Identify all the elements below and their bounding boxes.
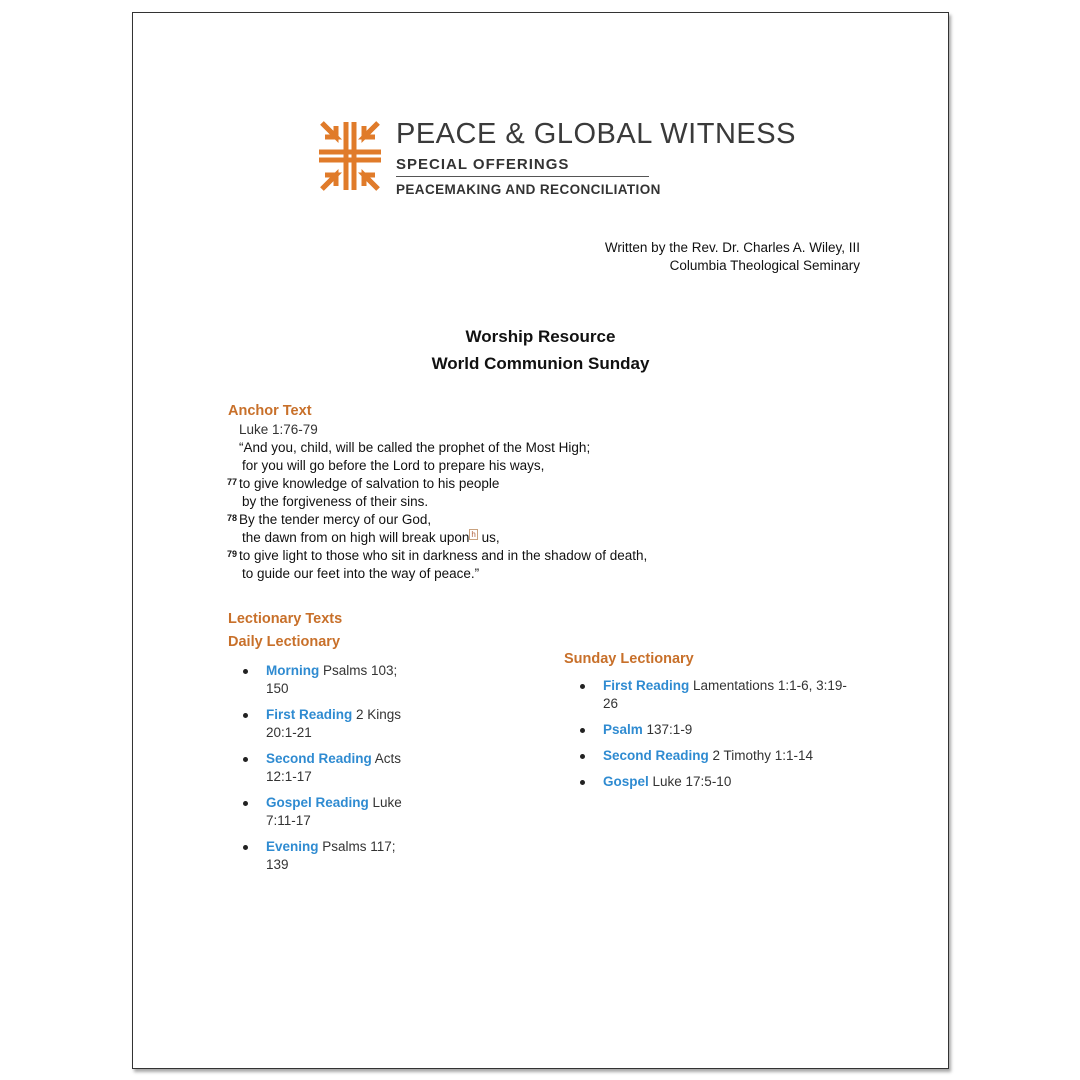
lectionary-texts-heading: Lectionary Texts [228, 611, 343, 627]
logo-title: PEACE & GLOBAL WITNESS [396, 118, 796, 150]
affiliation-line: Columbia Theological Seminary [669, 258, 860, 273]
verse-line: By the tender mercy of our God, [239, 512, 432, 527]
reading-reference: 2 Kings [352, 707, 402, 722]
document-subtitle: World Communion Sunday [431, 354, 650, 373]
scripture-reference: Luke 1:76-79 [239, 422, 318, 437]
list-item [229, 794, 419, 830]
reading-reference: Luke [368, 795, 402, 810]
anchor-text-heading: Anchor Text [228, 403, 312, 419]
reading-reference: Luke 17:5-10 [648, 774, 732, 789]
verse-line: us, [481, 530, 500, 545]
logo-subtitle-2: PEACEMAKING AND RECONCILIATION [396, 182, 661, 197]
sunday-lectionary-list [566, 677, 856, 799]
reading-reference-cont: 12:1-17 [266, 769, 312, 784]
reading-label: Second Reading [603, 748, 709, 763]
document-title: Worship Resource [465, 327, 616, 346]
logo-divider [396, 176, 649, 177]
peace-global-witness-logo [319, 118, 796, 203]
document-page [132, 12, 949, 1069]
reading-reference: Psalms 103; [319, 663, 398, 678]
verse-number: 77 [227, 477, 238, 487]
verse-line: to give knowledge of salvation to his people [239, 476, 500, 491]
reading-label: Second Reading [266, 751, 372, 766]
verse-line: for you will go before the Lord to prepare his ways, [242, 458, 545, 473]
reading-reference-cont: 150 [266, 681, 289, 696]
reading-label: Psalm [603, 722, 643, 737]
anchor-scripture [227, 421, 648, 583]
list-item [229, 706, 419, 742]
sunday-lectionary-heading: Sunday Lectionary [564, 651, 694, 667]
author-line: Written by the Rev. Dr. Charles A. Wiley, III [604, 240, 860, 255]
reading-label: First Reading [266, 707, 353, 722]
verse-number: 79 [227, 549, 238, 559]
list-item [566, 721, 856, 739]
reading-label: Gospel [603, 774, 649, 789]
reading-reference-cont: 7:11-17 [266, 813, 311, 828]
reading-label: Evening [266, 839, 319, 854]
list-item [566, 773, 856, 791]
list-item [229, 750, 419, 786]
verse-line: by the forgiveness of their sins. [242, 494, 429, 509]
verse-line: “And you, child, will be called the prophet of the Most High; [239, 440, 591, 455]
daily-lectionary-heading: Daily Lectionary [228, 634, 341, 650]
list-item [229, 662, 419, 698]
presbyterian-cross-icon [319, 120, 381, 192]
reading-label: First Reading [603, 678, 690, 693]
verse-line: the dawn from on high will break upon [242, 530, 470, 545]
verse-line: to guide our feet into the way of peace.” [242, 566, 480, 581]
reading-reference-cont: 26 [603, 696, 619, 711]
verse-number: 78 [227, 513, 238, 523]
reading-reference: Psalms 117; [318, 839, 396, 854]
reading-label: Gospel Reading [266, 795, 369, 810]
reading-label: Morning [266, 663, 320, 678]
footnote-link[interactable]: h [471, 529, 476, 539]
reading-reference-cont: 20:1-21 [266, 725, 312, 740]
list-item [566, 677, 856, 713]
logo-subtitle: SPECIAL OFFERINGS [396, 156, 570, 173]
list-item [229, 838, 419, 874]
list-item [566, 747, 856, 765]
reading-reference: Acts [371, 751, 402, 766]
byline [605, 239, 860, 275]
daily-lectionary-list [229, 662, 419, 882]
verse-line: to give light to those who sit in darkness and in the shadow of death, [239, 548, 648, 563]
reading-reference: 137:1-9 [642, 722, 693, 737]
reading-reference-cont: 139 [266, 857, 289, 872]
reading-reference: 2 Timothy 1:1-14 [708, 748, 814, 763]
reading-reference: Lamentations 1:1-6, 3:19- [689, 678, 847, 693]
